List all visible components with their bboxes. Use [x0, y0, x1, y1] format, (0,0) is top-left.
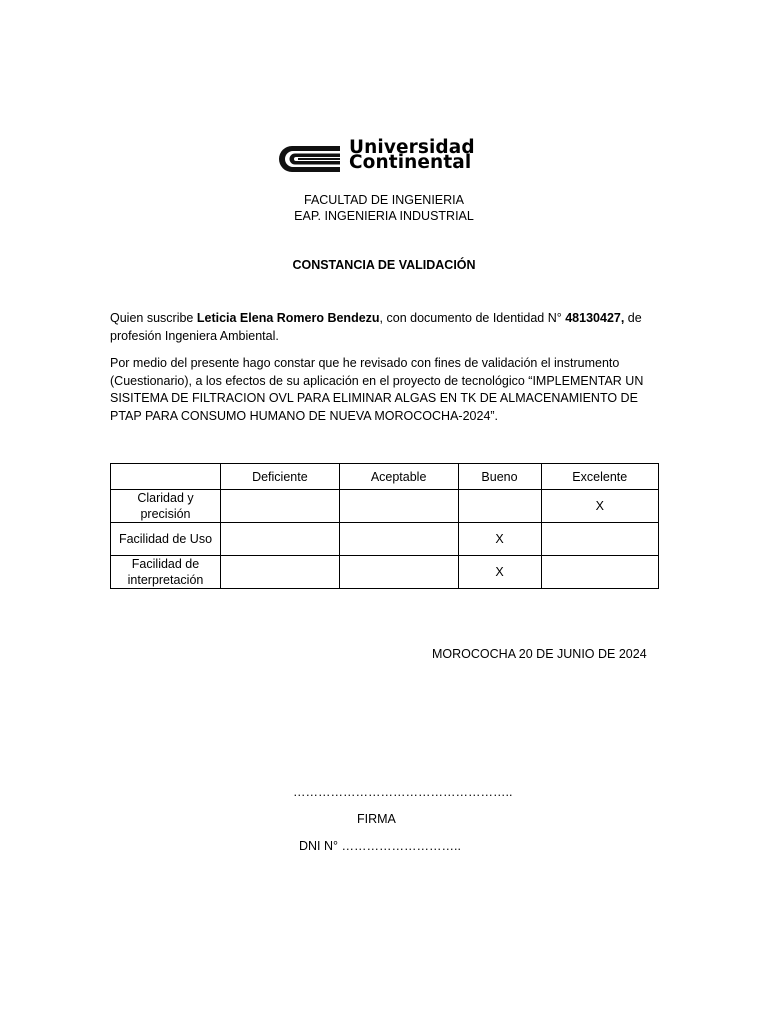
rating-cell: [339, 523, 458, 556]
table-header-cell: Aceptable: [339, 464, 458, 490]
university-wordmark: [349, 137, 475, 173]
rating-cell: X: [541, 490, 659, 523]
rating-cell: [541, 556, 659, 589]
table-header-cell: Bueno: [458, 464, 541, 490]
university-logo: [276, 137, 496, 175]
table-row: [111, 556, 659, 589]
rating-cell: [221, 490, 340, 523]
signer-middle: , con documento de Identidad N°: [379, 311, 566, 325]
table-row: [111, 523, 659, 556]
rating-cell: [221, 523, 340, 556]
table-header-cell: Excelente: [541, 464, 659, 490]
dni-line: DNI N° ………………………..: [299, 839, 461, 853]
table-row: [111, 490, 659, 523]
signer-prefix: Quien suscribe: [110, 311, 197, 325]
criterion-cell: Claridad y precisión: [111, 490, 221, 523]
validation-paragraph: Por medio del presente hago constar que he revisado con fines de validación el instrumento (Cuestionario), a los efectos de su aplicación en el proyecto de tecnológico “IMPLEMENTAR UN SISITEMA DE FILTRACION OVL PARA ELIMINAR ALGAS EN TK DE ALMACENAMIENTO DE PTAP PARA CONSUMO HUMANO DE NUEVA MOROCOCHA-2024”.: [110, 356, 644, 423]
table-header-row: [111, 464, 659, 490]
rating-cell: [541, 523, 659, 556]
rating-cell: X: [458, 523, 541, 556]
logo-line-2: Continental: [349, 152, 472, 173]
rating-cell: [221, 556, 340, 589]
signature-label: FIRMA: [357, 812, 396, 826]
signer-paragraph: [110, 310, 660, 345]
faculty-heading: FACULTAD DE INGENIERIA: [304, 193, 464, 207]
rating-cell: [339, 490, 458, 523]
school-heading: EAP. INGENIERIA INDUSTRIAL: [294, 209, 474, 223]
logo-line-1: Universidad: [349, 137, 475, 158]
rating-cell: X: [458, 556, 541, 589]
criterion-cell: Facilidad de interpretación: [111, 556, 221, 589]
signature-line: ……………………………………………..: [293, 785, 513, 799]
rating-cell: [339, 556, 458, 589]
continental-emblem-icon: [276, 144, 342, 174]
signer-suffix: de profesión Ingeniera Ambiental.: [110, 311, 642, 343]
criterion-cell: Facilidad de Uso: [111, 523, 221, 556]
place-date-line: MOROCOCHA 20 DE JUNIO DE 2024: [432, 647, 647, 661]
table-header-cell: Deficiente: [221, 464, 340, 490]
table-header-cell: [111, 464, 221, 490]
evaluation-table: [110, 463, 659, 589]
signer-id-number: 48130427,: [565, 311, 625, 325]
signer-name: Leticia Elena Romero Bendezu: [196, 311, 380, 325]
document-title: CONSTANCIA DE VALIDACIÓN: [292, 258, 476, 272]
rating-cell: [458, 490, 541, 523]
